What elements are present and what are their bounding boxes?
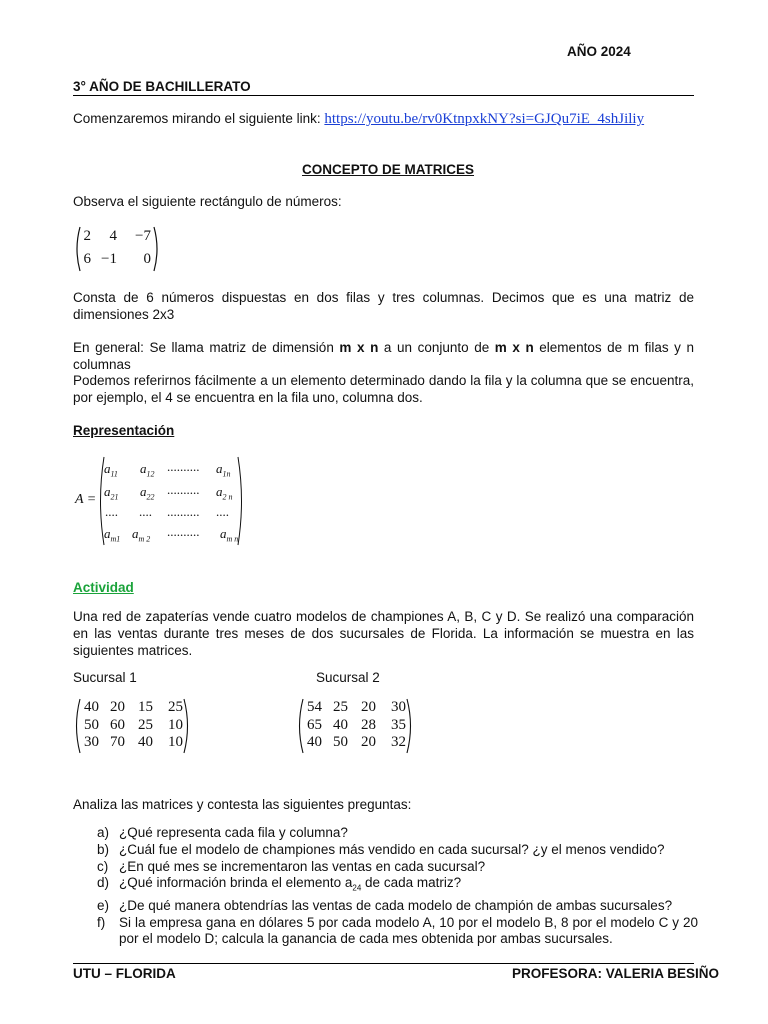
course-label: 3° AÑO DE BACHILLERATO	[73, 79, 251, 94]
example-matrix	[73, 226, 163, 272]
branch2-matrix	[296, 698, 414, 754]
matrix-cell: 30	[84, 734, 99, 750]
row-dots: ..........	[167, 482, 200, 497]
observe-text: Observa el siguiente rectángulo de números:	[73, 194, 342, 209]
question-list	[73, 825, 698, 948]
activity-title: Actividad	[73, 580, 134, 595]
activity-paragraph: Una red de zapaterías vende cuatro modelos de championes A, B, C y D. Se realizó una comparación en las ventas durante tres meses de dos sucursales de Florida. La información se muestra en las siguientes matrices.	[73, 609, 694, 658]
question-text: ¿Qué representa cada fila y columna?	[119, 825, 348, 840]
question-letter: c)	[97, 858, 109, 874]
matrix-cell: 35	[391, 716, 406, 733]
refer-paragraph: Podemos referirnos fácilmente a un elemento determinado dando la fila y la columna que se encuentra, por ejemplo, el 4 se encuentra en la fila uno, columna dos.	[73, 373, 694, 405]
question-subscript: 24	[352, 884, 362, 894]
vertical-dots: ..........	[167, 504, 200, 519]
youtube-link[interactable]: https://youtu.be/rv0KtnpxkNY?si=GJQu7iE_4shJiliy	[324, 111, 645, 127]
footer-right: PROFESORA: VALERIA BESIÑO	[512, 966, 720, 981]
matrix-lhs: A =	[75, 492, 97, 507]
matrix-cell: 40	[307, 734, 322, 750]
matrix-cell: −7	[135, 228, 151, 244]
matrix-cell: 40	[333, 716, 348, 733]
matrix-cell: 4	[109, 228, 117, 244]
right-paren	[406, 698, 414, 754]
question-item	[73, 825, 698, 842]
general-bold-1: m x n	[339, 340, 379, 355]
matrix-cell: 70	[110, 734, 125, 750]
matrix-cell: 25	[138, 716, 153, 733]
element-a2n: $a_{2 n}$	[216, 484, 233, 502]
row-dots: ..........	[167, 524, 200, 539]
element-a11: $a_{11}$	[104, 461, 118, 479]
matrix-cell: 10	[168, 716, 183, 733]
vertical-dots: ....	[105, 504, 118, 519]
matrix-cell: 30	[391, 699, 406, 715]
matrix-cell: 25	[333, 699, 348, 715]
matrix-cell: 15	[138, 699, 153, 715]
matrix-cell: 10	[168, 734, 183, 750]
intro-line	[73, 111, 644, 128]
matrix-cell: 28	[361, 716, 376, 733]
header-divider	[73, 95, 694, 96]
question-text-post: de cada matriz?	[361, 875, 462, 891]
branch1-matrix	[73, 698, 191, 754]
matrix-cell: 2	[83, 228, 91, 244]
general-text-1: En general: Se llama matriz de dimensión	[73, 340, 340, 355]
general-bold-2: m x n	[494, 340, 534, 355]
question-letter: b)	[97, 841, 110, 857]
element-a22: $a_{22}$	[140, 484, 155, 502]
question-item	[73, 842, 698, 859]
row-dots: ..........	[167, 459, 200, 474]
matrix-cell: 50	[333, 734, 348, 750]
general-text-3: elementos de m filas y n columnas	[73, 340, 694, 372]
matrix-cell: 32	[391, 734, 406, 750]
question-text: ¿Cuál fue el modelo de championes más vendido en cada sucursal? ¿y el menos vendido?	[119, 841, 665, 857]
matrix-cell: 40	[138, 734, 153, 750]
question-letter: f)	[97, 914, 106, 930]
branch2-label: Sucursal 2	[316, 670, 380, 685]
question-text: ¿De qué manera obtendrías las ventas de cada modelo de champión de ambas sucursales?	[119, 897, 673, 913]
general-text-2: a un conjunto de	[378, 340, 495, 355]
branch1-label: Sucursal 1	[73, 670, 137, 685]
question-text-pre: ¿Qué información brinda el elemento a	[119, 875, 353, 891]
right-paren	[153, 226, 161, 272]
matrix-cell: 6	[83, 251, 91, 267]
question-text: ¿En qué mes se incrementaron las ventas en cada sucursal?	[119, 858, 486, 874]
analyze-text: Analiza las matrices y contesta las siguientes preguntas:	[73, 797, 412, 812]
matrix-cell: 65	[307, 716, 322, 733]
left-paren	[296, 698, 304, 754]
element-amn: $a_{m n}$	[220, 526, 239, 544]
matrix-cell: 50	[84, 716, 99, 733]
question-letter: d)	[97, 875, 110, 891]
left-paren	[73, 698, 81, 754]
section-title: CONCEPTO DE MATRICES	[302, 162, 475, 177]
year-label: AÑO 2024	[567, 44, 631, 59]
matrix-cell: 60	[110, 716, 125, 733]
question-item	[73, 875, 698, 897]
general-paragraph	[73, 339, 694, 373]
matrix-cell: 20	[361, 734, 376, 750]
matrix-cell: 25	[168, 699, 183, 715]
matrix-cell: −1	[101, 251, 117, 267]
question-text: Si la empresa gana en dólares 5 por cada modelo A, 10 por el modelo B, 8 por el modelo C y 20 por el modelo D; calcula la ganancia de cada mes obtenida por ambas sucursales.	[119, 914, 698, 947]
question-item	[73, 859, 698, 876]
element-a12: $a_{12}$	[140, 461, 155, 479]
matrix-cell: 20	[361, 699, 376, 715]
question-item	[73, 898, 698, 915]
consta-paragraph: Consta de 6 números dispuestas en dos filas y tres columnas. Decimos que es una matriz de dimensiones 2x3	[73, 290, 694, 322]
right-paren	[183, 698, 191, 754]
question-letter: a)	[97, 825, 110, 840]
vertical-dots: ....	[216, 504, 229, 519]
matrix-cell: 20	[110, 699, 125, 715]
element-a21: $a_{21}$	[104, 484, 119, 502]
question-item	[73, 915, 698, 949]
matrix-cell: 40	[84, 699, 99, 715]
question-letter: e)	[97, 897, 110, 913]
element-a1n: $a_{1n}$	[216, 461, 231, 479]
intro-text: Comenzaremos mirando el siguiente link:	[73, 111, 325, 126]
general-matrix	[73, 452, 253, 548]
element-am2: $a_{m 2}$	[132, 526, 151, 544]
footer-left: UTU – FLORIDA	[73, 966, 176, 981]
footer-divider	[73, 963, 694, 964]
element-am1: $a_{m1}$	[104, 526, 121, 544]
matrix-cell: 54	[307, 699, 322, 715]
matrix-cell: 0	[143, 251, 151, 267]
vertical-dots: ....	[139, 504, 152, 519]
representation-title: Representación	[73, 423, 175, 438]
